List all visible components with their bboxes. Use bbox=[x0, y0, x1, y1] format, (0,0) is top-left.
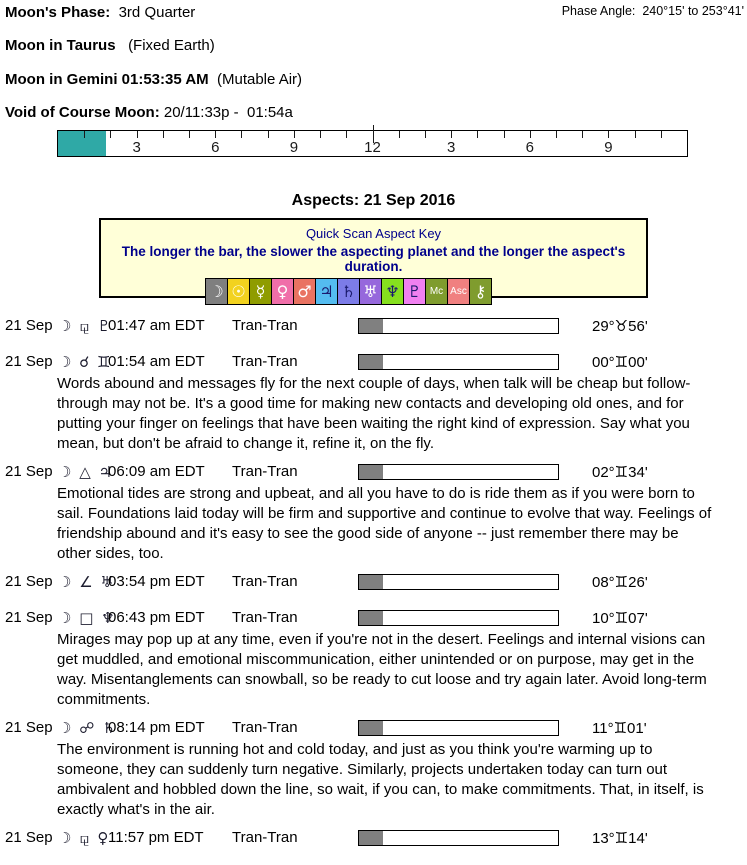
aspect-time: 01:47 am EDT bbox=[108, 317, 205, 334]
aspect-date: 21 Sep bbox=[5, 829, 53, 846]
duration-bar-fill bbox=[359, 319, 383, 333]
planet-key-strip bbox=[205, 278, 492, 305]
voc-filled-segment bbox=[58, 131, 106, 156]
venus-icon: ♀ bbox=[272, 279, 294, 304]
duration-bar bbox=[358, 610, 559, 626]
aspect-position: 00°♊00' bbox=[592, 354, 648, 371]
aspect-date: 21 Sep bbox=[5, 463, 53, 480]
aspect-time: 03:54 pm EDT bbox=[108, 573, 205, 590]
aspect-category: Tran-Tran bbox=[232, 317, 298, 334]
hour-tick bbox=[320, 131, 321, 138]
aspect-position: 10°♊07' bbox=[592, 610, 648, 627]
aspect-time: 08:14 pm EDT bbox=[108, 719, 205, 736]
hour-tick bbox=[215, 131, 216, 138]
aspect-date: 21 Sep bbox=[5, 573, 53, 590]
moon-square-neptune-glyphs: ☽ □ ♆ bbox=[58, 609, 117, 627]
duration-bar-fill bbox=[359, 831, 383, 845]
aspect-category: Tran-Tran bbox=[232, 829, 298, 846]
hour-tick bbox=[530, 131, 531, 138]
hour-tick bbox=[582, 131, 583, 138]
moon-trine-jupiter-glyphs: ☽ △ ♃ bbox=[58, 463, 114, 481]
hour-tick bbox=[84, 131, 85, 138]
hour-tick bbox=[635, 131, 636, 138]
moon-sign-note: (Fixed Earth) bbox=[128, 37, 215, 54]
moon-sign-line bbox=[5, 37, 215, 54]
report-header bbox=[0, 0, 747, 128]
uranus-icon: ♅ bbox=[360, 279, 382, 304]
aspect-position: 29°♉56' bbox=[592, 318, 648, 335]
phase-angle bbox=[562, 4, 744, 18]
aspect-time: 06:43 pm EDT bbox=[108, 609, 205, 626]
aspect-list bbox=[0, 317, 747, 865]
moons-phase-label: Moon's Phase: bbox=[5, 4, 111, 21]
aspects-title: Aspects: 21 Sep 2016 bbox=[291, 192, 456, 209]
hour-tick bbox=[294, 131, 295, 138]
aspect-interpretation: Emotional tides are strong and upbeat, and all you have to do is ride them as if you were born to sail. Foundations laid today will be firm and supportive and continue to evolve that way. Feelings of friendship abound and it's easy to see the good side of anyone -- just remember there may be other sides, too. bbox=[57, 485, 712, 562]
key-title: Quick Scan Aspect Key bbox=[305, 226, 442, 241]
moon-ingress-label: Moon in Gemini 01:53:35 AM bbox=[5, 71, 209, 88]
hour-tick bbox=[504, 131, 505, 138]
hour-tick bbox=[477, 131, 478, 138]
saturn-icon: ♄ bbox=[338, 279, 360, 304]
duration-bar-fill bbox=[359, 575, 383, 589]
moon-sesquiquadrate-pluto-glyphs: ☽ ⚼ ♇ bbox=[58, 317, 113, 335]
duration-bar bbox=[358, 464, 559, 480]
hour-tick bbox=[110, 131, 111, 138]
hour-tick bbox=[608, 131, 609, 138]
hour-tick bbox=[189, 131, 190, 138]
noon-uptick bbox=[373, 125, 374, 131]
aspect-row bbox=[0, 609, 747, 628]
moon-enters-gemini-glyphs: ☽ ☌ ♊ bbox=[58, 353, 113, 371]
hour-label: 9 bbox=[604, 139, 613, 156]
hour-label: 6 bbox=[525, 139, 534, 156]
aspect-date: 21 Sep bbox=[5, 317, 53, 334]
moon-ingress-note: (Mutable Air) bbox=[217, 71, 303, 88]
aspect-category: Tran-Tran bbox=[232, 719, 298, 736]
quick-scan-aspect-key bbox=[99, 218, 648, 301]
hour-tick bbox=[661, 131, 662, 138]
duration-bar bbox=[358, 720, 559, 736]
moon-sign-label: Moon in Taurus bbox=[5, 37, 116, 54]
aspect-row bbox=[0, 463, 747, 482]
aspect-row bbox=[0, 719, 747, 738]
aspect-row bbox=[0, 353, 747, 372]
hour-label: 3 bbox=[132, 139, 141, 156]
aspect-category: Tran-Tran bbox=[232, 463, 298, 480]
duration-bar bbox=[358, 574, 559, 590]
hour-label: 12 bbox=[364, 139, 381, 156]
mc-icon: Mc bbox=[426, 279, 448, 304]
key-description: The longer the bar, the slower the aspecting planet and the longer the aspect's duration. bbox=[121, 244, 626, 274]
chiron-icon: ⚷ bbox=[470, 279, 491, 304]
moons-phase-line bbox=[5, 4, 195, 21]
voc-timeline-ruler bbox=[57, 130, 688, 157]
aspect-position: 13°♊14' bbox=[592, 830, 648, 847]
sun-icon: ☉ bbox=[228, 279, 250, 304]
aspect-time: 11:57 pm EDT bbox=[108, 829, 204, 846]
mars-icon: ♂ bbox=[294, 279, 316, 304]
void-of-course-value: 20/11:33p - 01:54a bbox=[163, 104, 293, 121]
duration-bar-fill bbox=[359, 611, 383, 625]
aspect-row bbox=[0, 573, 747, 592]
hour-label: 9 bbox=[289, 139, 299, 156]
aspect-row bbox=[0, 317, 747, 336]
aspect-position: 02°♊34' bbox=[592, 464, 648, 481]
aspect-category: Tran-Tran bbox=[232, 573, 298, 590]
moon-ingress-line bbox=[5, 71, 302, 88]
hour-tick bbox=[346, 131, 347, 138]
duration-bar bbox=[358, 318, 559, 334]
aspect-date: 21 Sep bbox=[5, 353, 53, 370]
aspect-date: 21 Sep bbox=[5, 609, 53, 626]
aspect-row bbox=[0, 829, 747, 848]
void-of-course-label: Void of Course Moon: bbox=[5, 104, 160, 121]
duration-bar bbox=[358, 830, 559, 846]
aspect-position: 08°♊26' bbox=[592, 574, 648, 591]
hour-tick bbox=[268, 131, 269, 138]
duration-bar-fill bbox=[359, 721, 383, 735]
moon-opposition-saturn-glyphs: ☽ ☍ ♄ bbox=[58, 719, 118, 737]
hour-tick bbox=[163, 131, 164, 138]
hour-label: 3 bbox=[446, 139, 456, 156]
moon-semisquare-uranus-glyphs: ☽ ∠ ♅ bbox=[58, 573, 116, 591]
aspect-time: 06:09 am EDT bbox=[108, 463, 205, 480]
hour-label: 6 bbox=[211, 139, 220, 156]
aspect-category: Tran-Tran bbox=[232, 353, 298, 370]
phase-angle-value: 240°15' to 253°41' bbox=[642, 4, 744, 18]
hour-tick bbox=[137, 131, 138, 138]
hour-tick bbox=[399, 131, 400, 138]
aspect-date: 21 Sep bbox=[5, 719, 53, 736]
aspect-interpretation: The environment is running hot and cold today, and just as you think you're warming up to someone, they can suddenly turn negative. Similarly, projects undertaken today can turn out ambivalent and hobbled down the line, so wait, if you can, to make commitments. That, in itself, is exactly what's in the air. bbox=[57, 741, 704, 818]
duration-bar bbox=[358, 354, 559, 370]
moon-icon: ☽ bbox=[206, 279, 228, 304]
pluto-icon: ♇ bbox=[404, 279, 426, 304]
hour-tick bbox=[425, 131, 426, 138]
aspect-category: Tran-Tran bbox=[232, 609, 298, 626]
duration-bar-fill bbox=[359, 465, 383, 479]
hour-tick bbox=[241, 131, 242, 138]
void-of-course-line bbox=[5, 104, 293, 121]
aspect-interpretation: Words abound and messages fly for the next couple of days, when talk will be cheap but follow-through may not be. It's a good time for making new contacts and developing old ones, and for putting your finger on feelings that have been waiting the right kind of expression. Say what you mean, but don't be afraid to change it, refine it, on the fly. bbox=[57, 375, 691, 452]
phase-angle-label: Phase Angle: bbox=[561, 4, 636, 18]
jupiter-icon: ♃ bbox=[316, 279, 338, 304]
moons-phase-value: 3rd Quarter bbox=[118, 4, 196, 21]
aspect-interpretation: Mirages may pop up at any time, even if you're not in the desert. Feelings and internal visions can get muddled, and emotional miscommunication, either unintended or on purpose, may get in the way. Misentanglements can snowball, so be ready to cut loose and try again later. Avoid long-term commitments. bbox=[57, 631, 707, 708]
hour-tick bbox=[451, 131, 452, 138]
asc-icon: Asc bbox=[448, 279, 470, 304]
neptune-icon: ♆ bbox=[382, 279, 404, 304]
aspect-position: 11°♊01' bbox=[592, 720, 647, 737]
aspect-time: 01:54 am EDT bbox=[108, 353, 205, 370]
moon-sesquiquadrate-venus-glyphs: ☽ ⚼ ♀ bbox=[58, 829, 110, 847]
duration-bar-fill bbox=[359, 355, 383, 369]
mercury-icon: ☿ bbox=[250, 279, 272, 304]
hour-tick bbox=[556, 131, 557, 138]
